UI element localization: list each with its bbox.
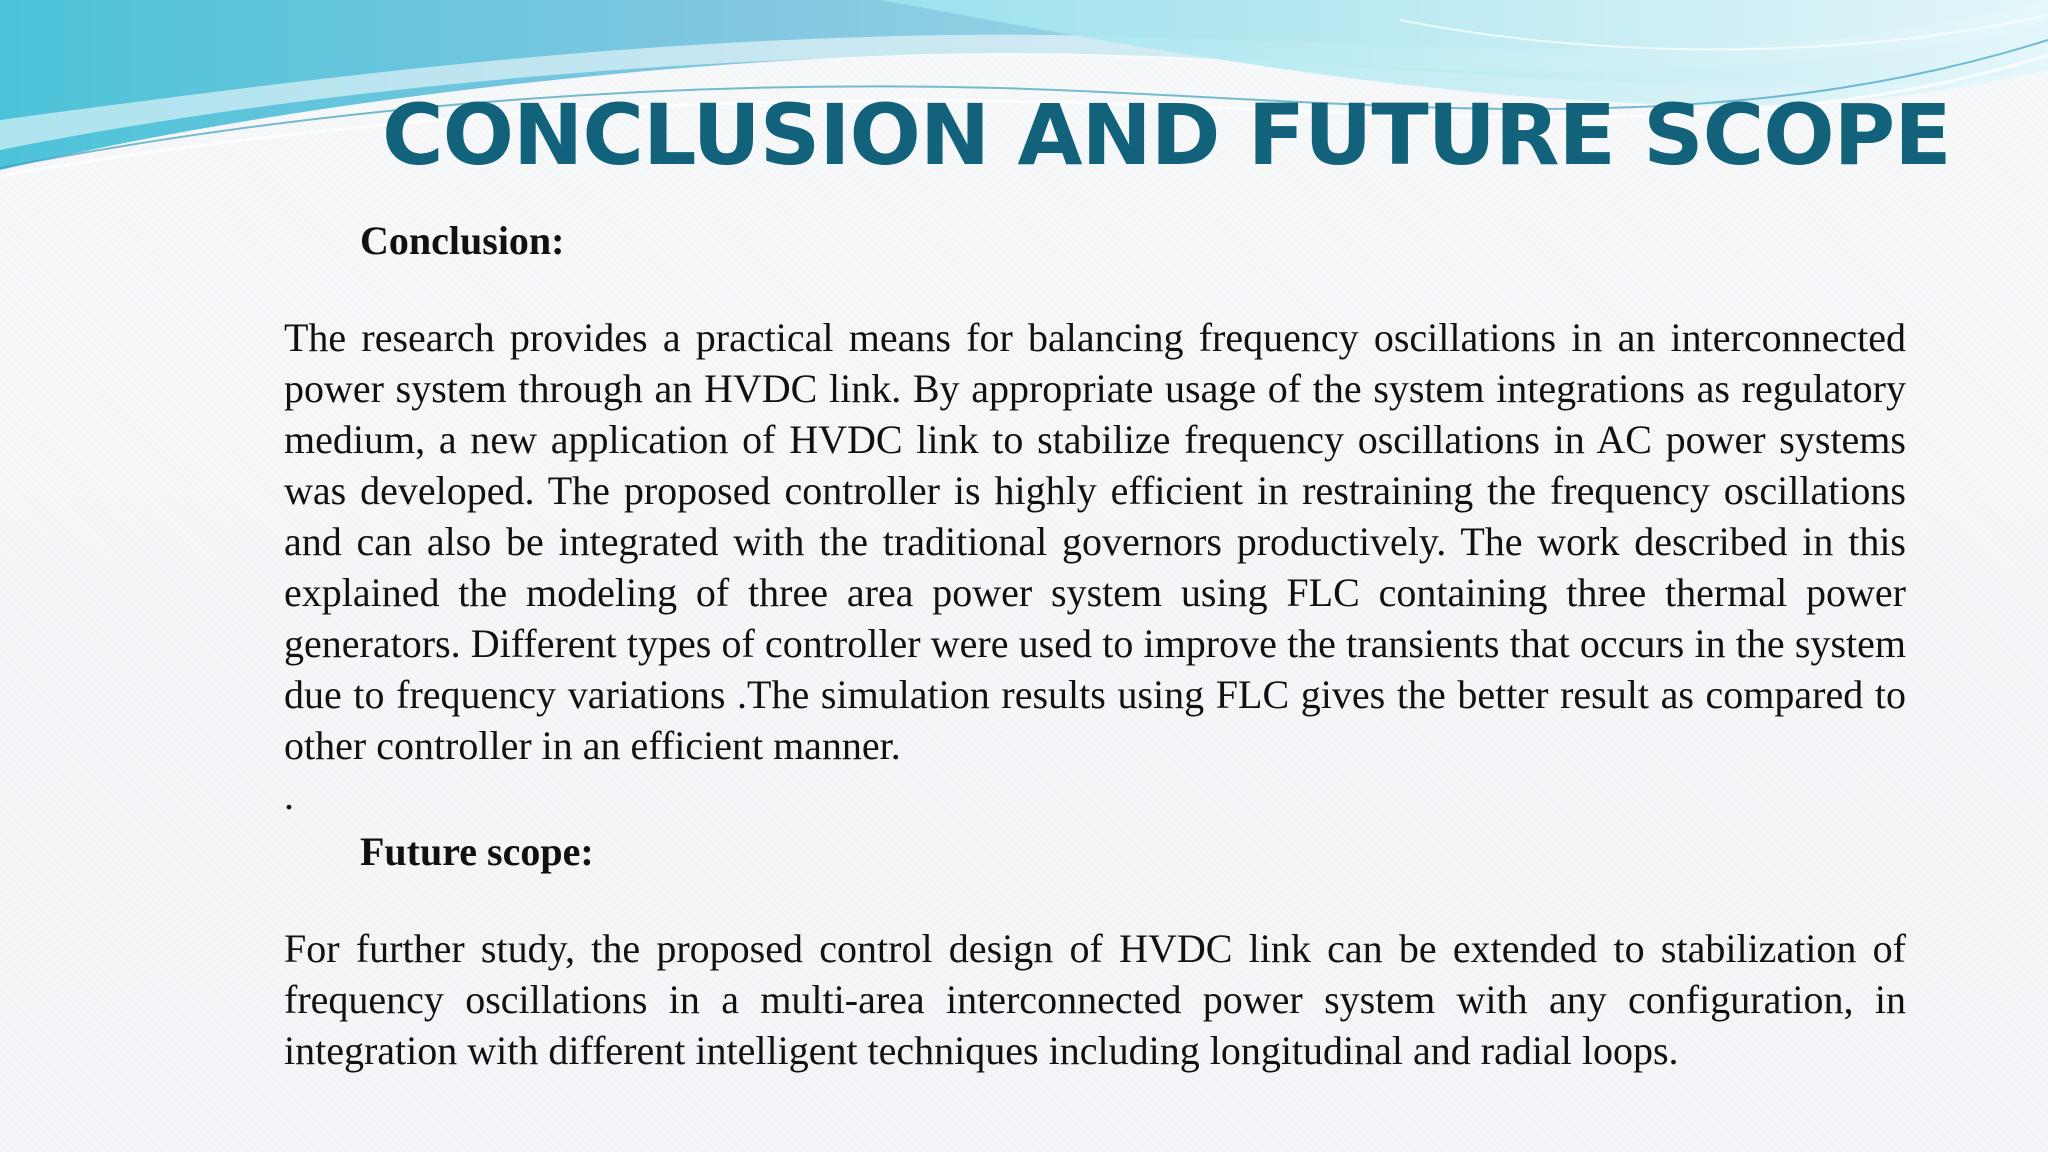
conclusion-paragraph: The research provides a practical means for balancing frequency oscillations in an interconnected power system through an HVDC link. By appropriate usage of the system integrations as regulatory medium, a new application of HVDC link to stabilize frequency oscillations in AC power systems was developed. The proposed controller is highly efficient in restraining the frequency oscillations and can also be integrated with the traditional governors productively. The work described in this explained the modeling of three area power system using FLC containing three thermal power generators. Different types of controller were used to improve the transients that occurs in the system due to frequency variations .The simulation results using FLC gives the better result as compared to other controller in an efficient manner. [284, 315, 1906, 768]
spacer [284, 883, 1906, 923]
future-scope-heading: Future scope: [360, 829, 594, 874]
spacer [284, 272, 1906, 312]
conclusion-heading: Conclusion: [360, 218, 565, 263]
future-scope-paragraph: For further study, the proposed control design of HVDC link can be extended to stabilization of frequency oscillations in a multi-area interconnected power system with any configuration, in integration with different intelligent techniques including longitudinal and radial loops. [284, 926, 1906, 1073]
slide-content [284, 210, 1906, 1076]
trailing-mark: . [284, 773, 294, 818]
slide-title: CONCLUSION AND FUTURE SCOPE [382, 86, 1951, 184]
